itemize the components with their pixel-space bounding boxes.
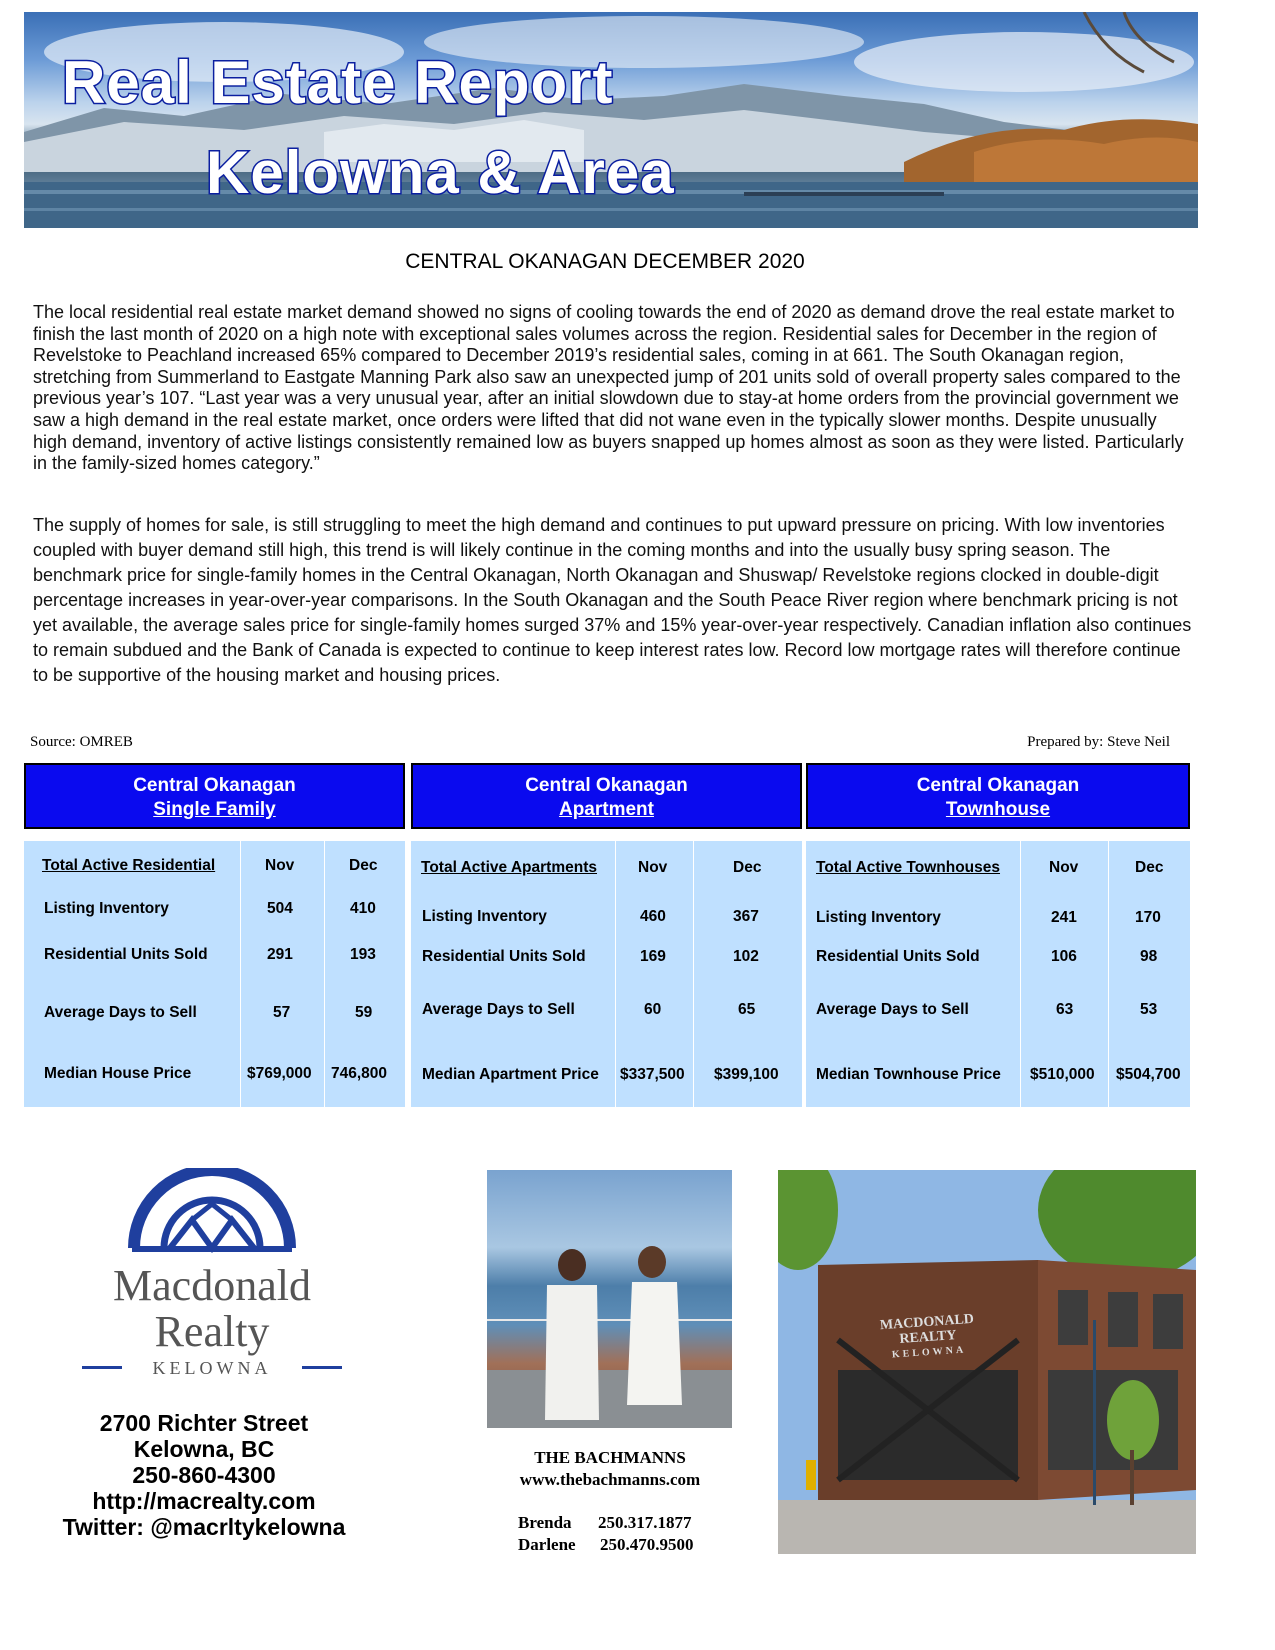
intro-paragraph: The local residential real estate market demand showed no signs of cooling towards the end of 2020 as demand drove the real estate market to finish the last month of 2020 on a high note with exceptional sales volumes across the region. Residential sales for December in the region of Revelstoke to Peachland increased 65% compared to December 2019’s residential sales, coming in at 661. The South Okanagan region, stretching from Summerland to Eastgate Manning Park also saw an unexpected jump of 201 units sold of overall property sales compared to the previous year’s 107. “Last year was a very unusual year, after an initial slowdown due to stay-at home orders from the provincial government we saw a high demand in the real estate market, once orders were lifted that did not wane even in the typically slower months. Despite unusually high demand, inventory of active listings consistently remained low as buyers snapped up homes almost as soon as they were listed. Particularly in the family-sized homes category.”: [33, 302, 1184, 474]
banner-title-line1: Real Estate Report: [62, 49, 614, 116]
table-header-nov: Nov: [638, 859, 668, 876]
townhouse-header: [806, 763, 1190, 829]
prepared-by-label: Prepared by: Steve Neil: [1027, 734, 1170, 750]
agents-website-link[interactable]: www.thebachmanns.com: [519, 1470, 701, 1489]
table-header-label: Total Active Residential: [42, 857, 216, 874]
building-sign-line2: REALTY: [899, 1328, 957, 1347]
office-street: 2700 Richter Street: [99, 1410, 309, 1436]
logo-name-line3: KELOWNA: [152, 1358, 272, 1378]
office-website-link[interactable]: http://macrealty.com: [92, 1488, 316, 1514]
supply-paragraph: The supply of homes for sale, is still struggling to meet the high demand and continues to put upward pressure on pricing. With low inventories coupled with buyer demand still high, this trend is will likely continue in the coming months and into the usually busy spring season. The benchmark price for single-family homes in the Central Okanagan, North Okanagan and Shuswap/ Revelstoke regions clocked in double-digit percentage increases in year-over-year comparisons. In the South Okanagan and the South Peace River region where benchmark pricing is not yet available, the average sales price for single-family homes surged 37% and 15% year-over-year respectively. Canadian inflation also continues to remain subdued and the Bank of Canada is expected to continue to keep interest rates low. Record low mortgage rates will therefore continue to be supportive of the housing market and housing prices.: [33, 515, 1192, 685]
table-subtitle: Apartment: [558, 799, 654, 820]
building-sign: [872, 1311, 985, 1364]
table-header-dec: Dec: [733, 859, 762, 876]
apartment-body: Total Active Apartments Nov Dec Listing Inventory 460 367 Residential Units Sold 169 102 Average Days to Sell 60 65 Median Apartment Price $337,500 $399,100: [411, 841, 802, 1107]
banner-title-line2: Kelowna & Area: [206, 139, 675, 206]
townhouse-body: Total Active Townhouses Nov Dec Listing Inventory 241 170 Residential Units Sold 106 98 Average Days to Sell 63 53 Median Townhouse Price $510,000 $504,700: [806, 841, 1190, 1107]
office-phone: 250-860-4300: [132, 1462, 276, 1488]
table-title: Central Okanagan: [525, 775, 688, 796]
office-city: Kelowna, BC: [133, 1436, 275, 1462]
report-banner: [24, 12, 1198, 228]
table-title: Central Okanagan: [916, 775, 1080, 796]
table-header-nov: Nov: [1049, 859, 1079, 876]
source-label: Source: OMREB: [30, 734, 133, 750]
table-header-dec: Dec: [1135, 859, 1164, 876]
office-twitter: Twitter: @macrltykelowna: [62, 1514, 346, 1540]
single-family-body: Total Active Residential Nov Dec Listing Inventory 504 410 Residential Units Sold 291 193 Average Days to Sell 57 59 Median House Price $769,000 746,800: [24, 841, 405, 1107]
logo-name-line2: Realty: [154, 1307, 270, 1356]
agent-phone: 250.317.1877: [598, 1513, 692, 1532]
report-subtitle: CENTRAL OKANAGAN DECEMBER 2020: [405, 250, 805, 273]
office-contact: [0, 1410, 408, 1540]
agents-photo: [487, 1170, 732, 1428]
apartment-header: [411, 763, 802, 829]
building-sign-line1: MACDONALD: [879, 1311, 975, 1334]
logo-name-line1: Macdonald: [113, 1261, 311, 1310]
office-building-photo: [778, 1170, 1196, 1554]
table-header-label: Total Active Apartments: [421, 859, 597, 876]
table-title: Central Okanagan: [133, 775, 296, 796]
table-header-label: Total Active Townhouses: [816, 859, 1001, 876]
table-subtitle: Townhouse: [945, 799, 1051, 820]
single-family-header: [24, 763, 405, 829]
table-subtitle: Single Family: [153, 799, 276, 820]
agents-name: THE BACHMANNS: [534, 1448, 686, 1467]
macdonald-realty-logo: [72, 1168, 352, 1388]
agent-name: Brenda: [518, 1513, 572, 1532]
agent-phone: 250.470.9500: [600, 1535, 694, 1554]
table-header-nov: Nov: [265, 857, 295, 874]
agent-name: Darlene: [518, 1535, 576, 1554]
building-sign-line3: KELOWNA: [891, 1344, 967, 1361]
table-header-dec: Dec: [349, 857, 378, 874]
